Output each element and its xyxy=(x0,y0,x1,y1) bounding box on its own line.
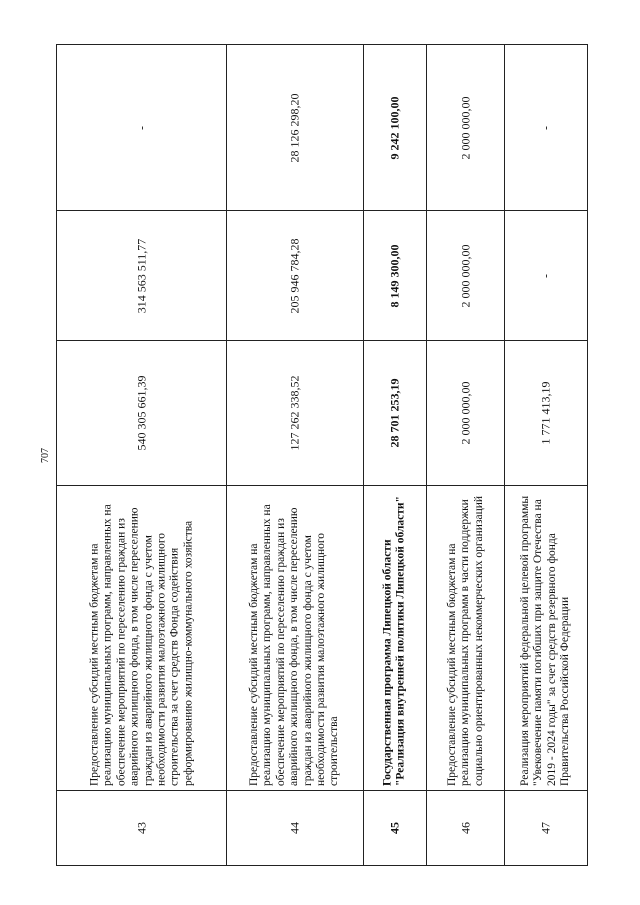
value-cell-1 xyxy=(57,340,226,485)
row-number: 45 xyxy=(387,822,402,834)
row-number: 46 xyxy=(457,822,472,834)
page-number-text: 707 xyxy=(39,447,51,463)
value-cell-2 xyxy=(427,210,504,340)
number-cell xyxy=(505,790,587,865)
number-cell xyxy=(364,790,426,865)
value-2: 2 000 000,00 xyxy=(457,244,472,307)
value-3: 28 126 298,20 xyxy=(287,93,302,162)
value-cell-1 xyxy=(364,340,426,485)
value-3: 2 000 000,00 xyxy=(457,96,472,159)
value-3: - xyxy=(538,125,553,130)
value-1: 127 262 338,52 xyxy=(287,375,302,451)
description-cell xyxy=(505,485,587,790)
value-1: 2 000 000,00 xyxy=(457,381,472,445)
table-row xyxy=(57,45,227,865)
value-3: 9 242 100,00 xyxy=(387,96,402,159)
number-cell xyxy=(427,790,504,865)
row-description: Реализация мероприятий федеральной целевой программы "Увековечение памяти погибших при защите Отечества на 2019 - 2024 годы" за счет средств резервного фонда Правительства Российской Федерации xyxy=(519,495,572,786)
value-1: 540 305 661,39 xyxy=(133,375,148,451)
value-cell-2 xyxy=(57,210,226,340)
row-number: 43 xyxy=(133,822,148,834)
value-cell-2 xyxy=(364,210,426,340)
row-description: Государственная программа Липецкой области "Реализация внутренней политики Липецкой области" xyxy=(381,496,407,786)
value-cell-1 xyxy=(505,340,587,485)
value-2: 8 149 300,00 xyxy=(387,244,402,307)
table-row xyxy=(227,45,364,865)
number-cell xyxy=(227,790,363,865)
row-description: Предоставление субсидий местным бюджетам на реализацию муниципальных программ в части поддержки социально ориентированных некоммерческих организаций xyxy=(445,495,485,786)
value-2: - xyxy=(538,273,553,278)
table-row xyxy=(427,45,505,865)
description-cell xyxy=(227,485,363,790)
value-cell-1 xyxy=(427,340,504,485)
row-description: Предоставление субсидий местным бюджетам на реализацию муниципальных программ, направленных на обеспечение мероприятий по переселению граждан из аварийного жилищного фонда, в том числе переселению граждан из аварийного жилищного фонда с учетом необходимости развития малоэтажного жилищного строительства xyxy=(248,504,341,786)
value-1: 28 701 253,19 xyxy=(387,378,402,448)
description-cell xyxy=(364,485,426,790)
value-1: 1 771 413,19 xyxy=(538,381,553,445)
value-cell-3 xyxy=(427,45,504,210)
table-row xyxy=(505,45,587,865)
row-number: 44 xyxy=(287,822,302,834)
page-number xyxy=(36,440,54,470)
budget-table xyxy=(56,44,588,866)
number-cell xyxy=(57,790,226,865)
value-3: - xyxy=(133,125,148,130)
value-cell-3 xyxy=(364,45,426,210)
value-cell-3 xyxy=(57,45,226,210)
row-description: Предоставление субсидий местным бюджетам на реализацию муниципальных программ, направленных на обеспечение мероприятий по переселению граждан из аварийного жилищного фонда, в том числе переселению граждан из аварийного жилищного фонда с учетом необходимости развития малоэтажного жилищного строительства за счет средств Фонда содействия реформированию жилищно-коммунального хозяйства xyxy=(87,504,194,786)
row-number: 47 xyxy=(538,822,553,834)
description-cell xyxy=(57,485,226,790)
description-cell xyxy=(427,485,504,790)
value-2: 314 563 511,77 xyxy=(133,238,148,313)
value-cell-2 xyxy=(505,210,587,340)
table-row xyxy=(364,45,427,865)
value-cell-3 xyxy=(505,45,587,210)
value-cell-2 xyxy=(227,210,363,340)
value-2: 205 946 784,28 xyxy=(287,238,302,313)
value-cell-1 xyxy=(227,340,363,485)
value-cell-3 xyxy=(227,45,363,210)
